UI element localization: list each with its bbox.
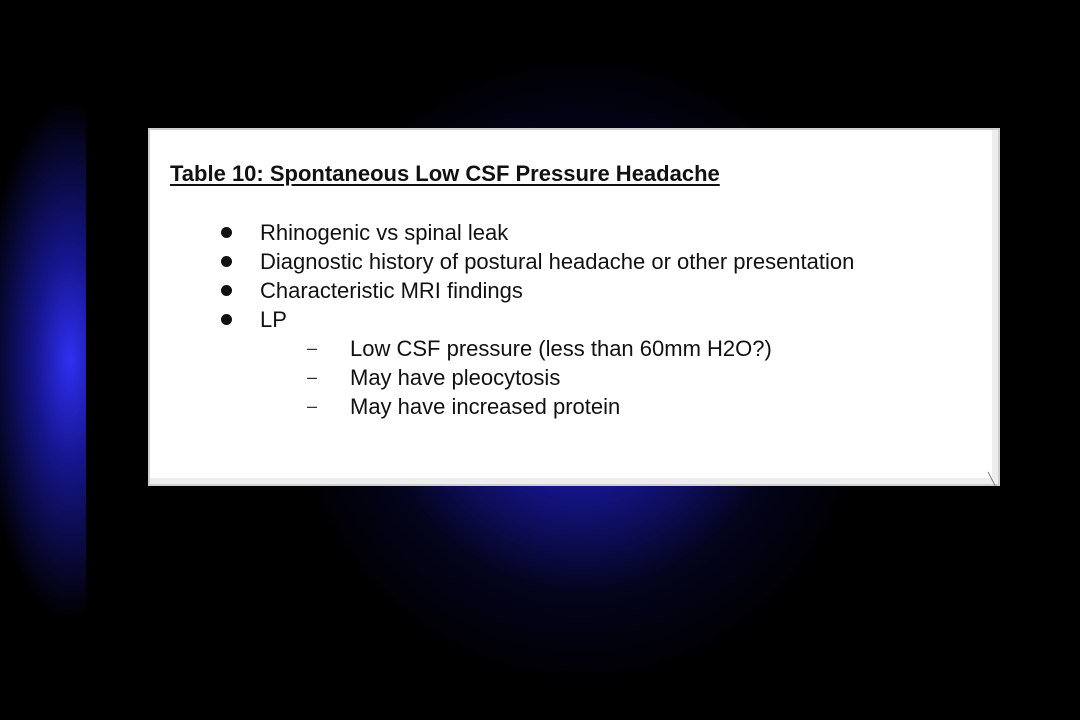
bullet-text: LP	[260, 307, 287, 332]
dash-icon: –	[307, 338, 318, 358]
list-item	[150, 247, 854, 276]
bullet-dot-icon	[221, 227, 232, 238]
list-item	[150, 305, 854, 334]
list-item	[150, 218, 854, 247]
sub-list-item	[150, 363, 772, 392]
list-item	[150, 276, 854, 305]
bullet-text: Rhinogenic vs spinal leak	[260, 220, 509, 245]
table-panel	[148, 128, 1000, 486]
bullet-dot-icon	[221, 285, 232, 296]
bullet-text: Characteristic MRI findings	[260, 278, 523, 303]
left-edge-divider	[86, 0, 90, 720]
sub-bullet-text: Low CSF pressure (less than 60mm H2O?)	[350, 336, 772, 361]
sub-bullet-list	[150, 334, 772, 421]
resize-handle-icon: ╲	[988, 472, 996, 486]
sub-list-item	[150, 334, 772, 363]
bullet-dot-icon	[221, 256, 232, 267]
table-title: Table 10: Spontaneous Low CSF Pressure Headache	[170, 161, 720, 186]
bullet-text: Diagnostic history of postural headache or other presentation	[260, 249, 855, 274]
sub-bullet-text: May have pleocytosis	[350, 365, 561, 390]
left-blue-glow	[0, 0, 90, 720]
sub-list-item	[150, 392, 772, 421]
bullet-dot-icon	[221, 314, 232, 325]
bullet-list	[150, 218, 854, 334]
dash-icon: –	[307, 396, 318, 416]
dash-icon: –	[307, 367, 318, 387]
sub-bullet-text: May have increased protein	[350, 394, 621, 419]
